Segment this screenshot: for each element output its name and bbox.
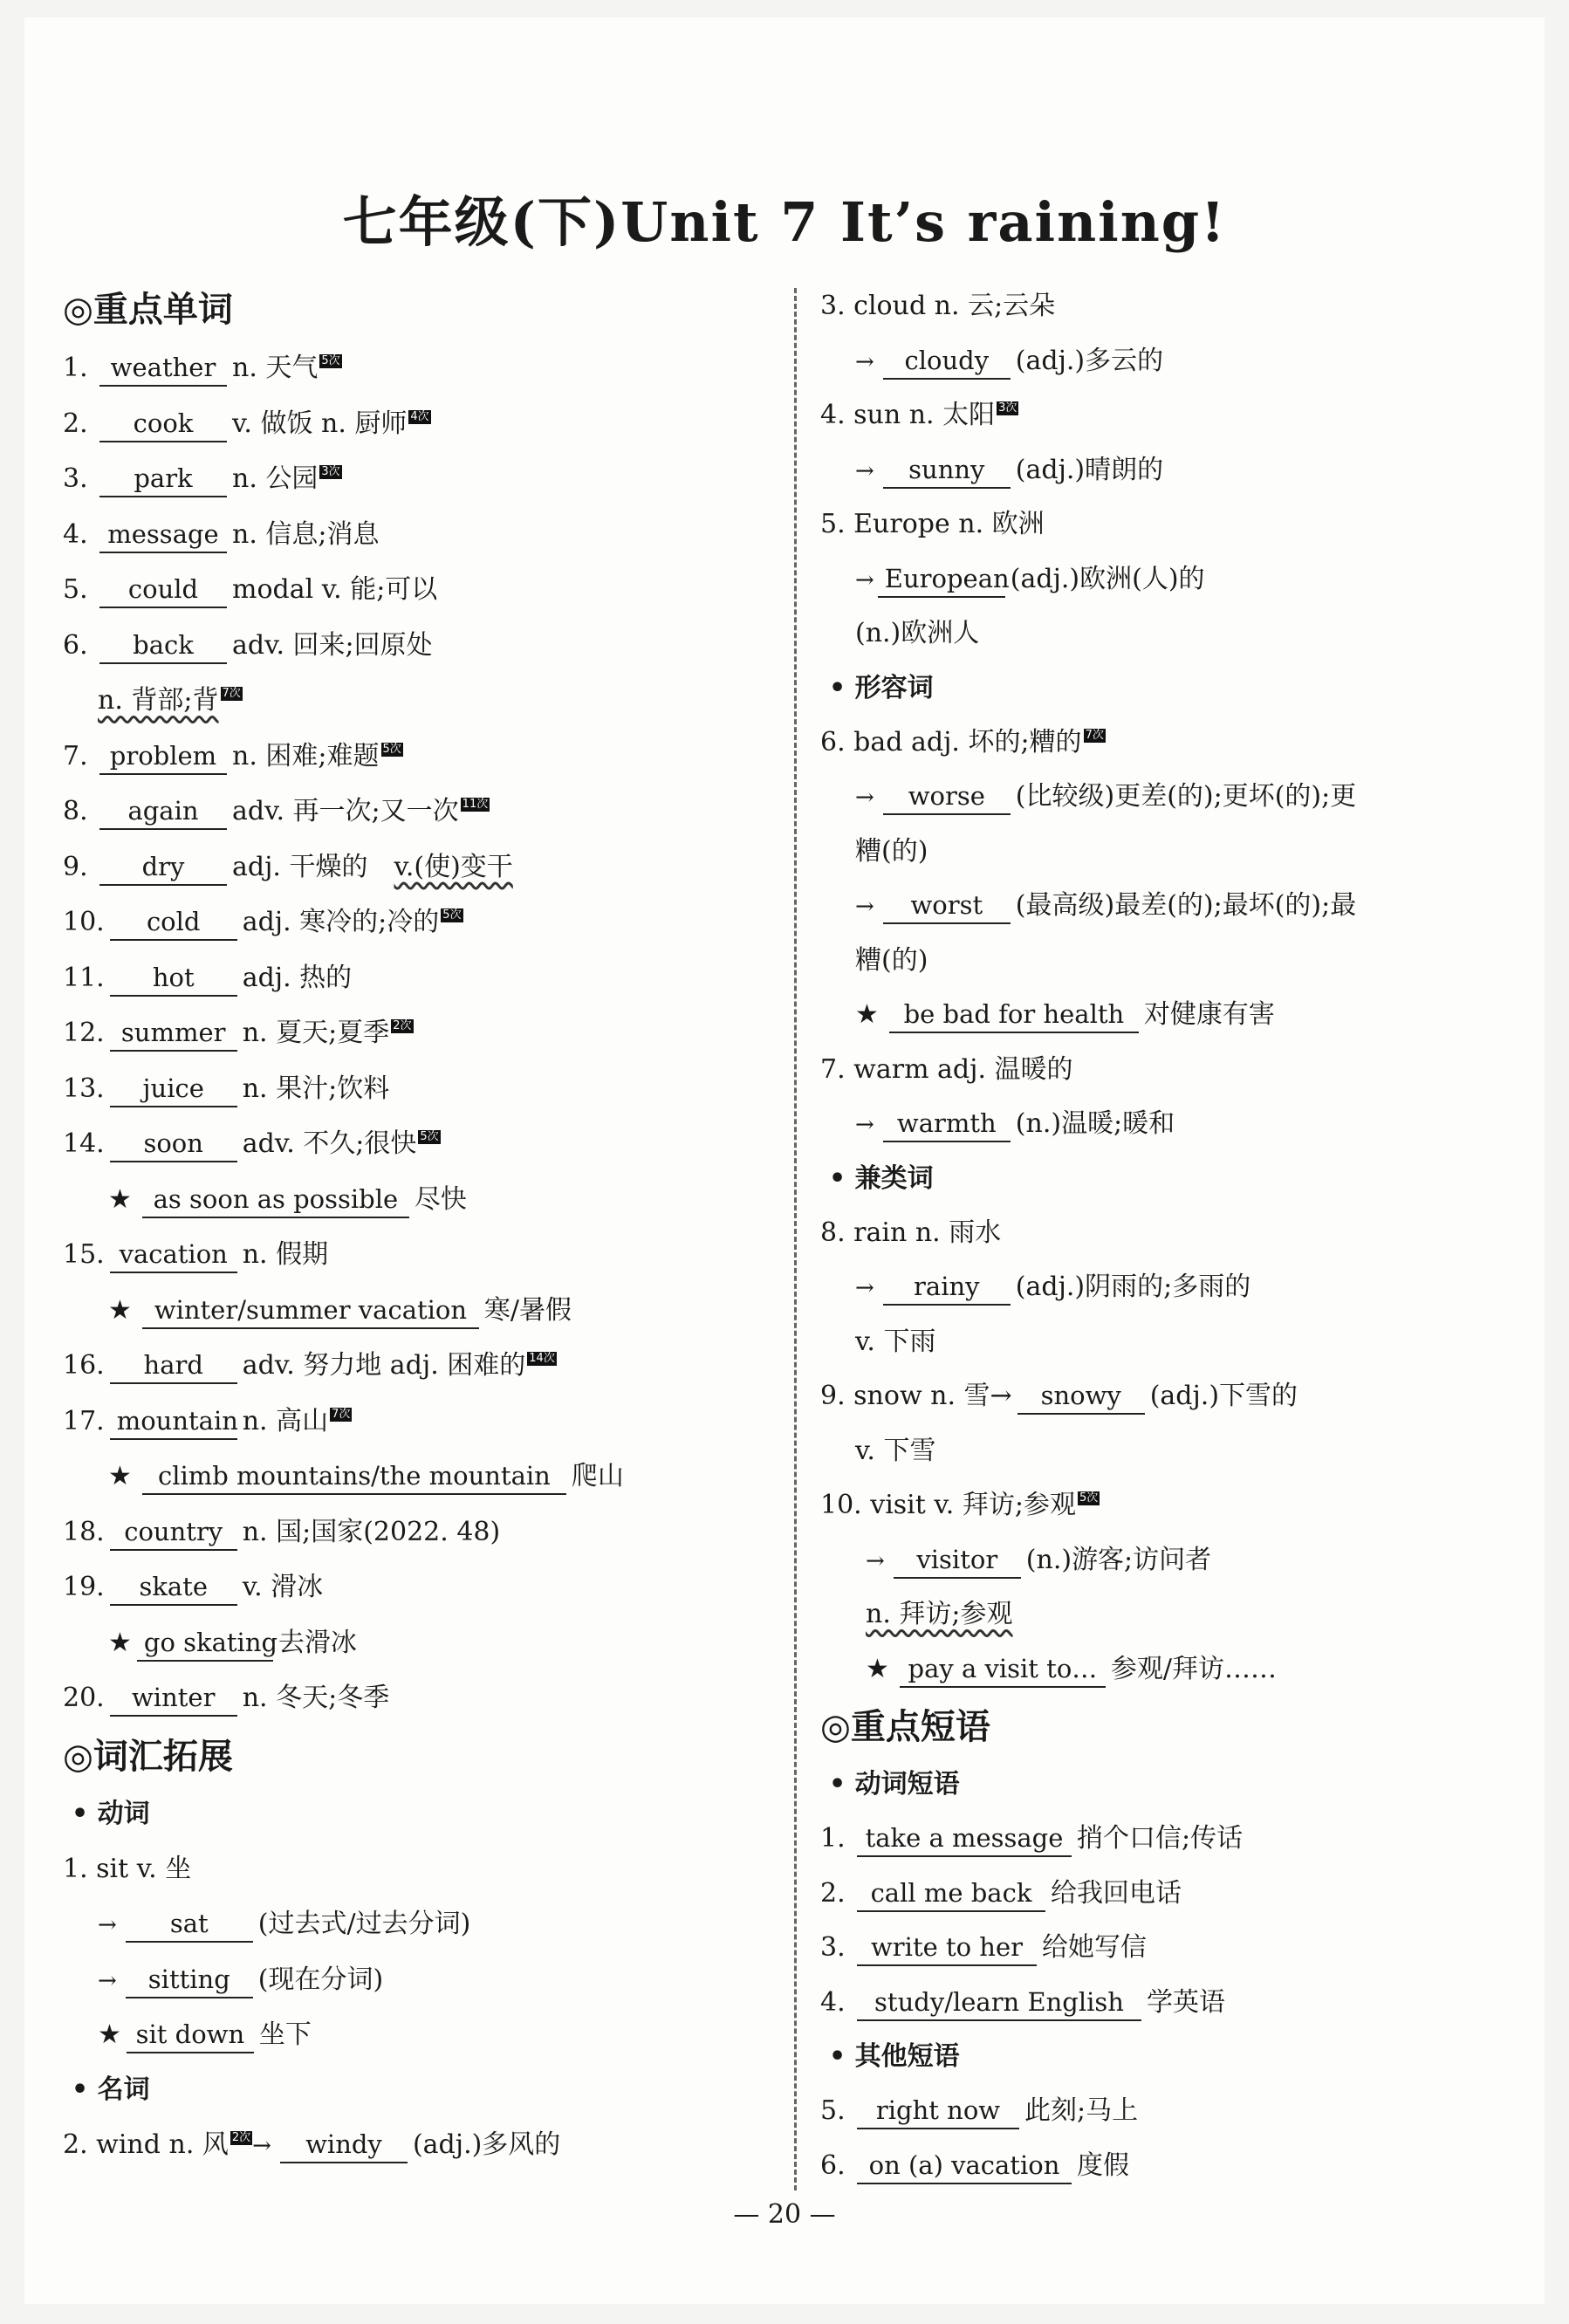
- arrow-icon: →: [98, 1967, 117, 1994]
- word-item: 13. juice n. 果汁;饮料: [63, 1061, 787, 1117]
- word-item: 7. problem n. 困难;难题 5次: [63, 729, 787, 785]
- phrase-item: 6. on (a) vacation 度假: [820, 2139, 1536, 2194]
- word-item: 4. message n. 信息;消息: [63, 507, 787, 563]
- phrase-item: 1. take a message 捎个口信;传话: [820, 1812, 1536, 1867]
- answer-blank: cold: [110, 904, 237, 941]
- expansion-derivative: v. 下雪: [855, 1435, 936, 1466]
- arrow-icon: →: [855, 894, 874, 920]
- phrase-item: ★ pay a visit to… 参观/拜访……: [820, 1642, 1536, 1697]
- column-divider: [794, 288, 797, 2190]
- answer-blank: right now: [857, 2093, 1019, 2129]
- frequency-badge: 5次: [1079, 1491, 1099, 1505]
- phrase-item: ★ climb mountains/the mountain 爬山: [63, 1449, 787, 1505]
- frequency-badge: 3次: [998, 401, 1017, 415]
- arrow-icon: →: [855, 457, 874, 484]
- phrase-item: ★ as soon as possible 尽快: [63, 1172, 787, 1228]
- page-number: — 20 —: [733, 2199, 836, 2230]
- expansion-item: 9. snow n. 雪→ snowy (adj.)下雪的: [820, 1369, 1536, 1424]
- frequency-badge: 7次: [1085, 728, 1104, 742]
- expansion-derivative: v. 下雨: [855, 1326, 936, 1357]
- star-icon: ★: [108, 1294, 132, 1326]
- section-vocabulary-expansion: ◎词汇拓展: [63, 1736, 233, 1777]
- frequency-badge: 5次: [442, 908, 462, 922]
- answer-blank: again: [99, 793, 227, 830]
- answer-blank: juice: [110, 1071, 237, 1107]
- answer-blank: sit down: [127, 2017, 254, 2053]
- star-icon: ★: [108, 1627, 132, 1658]
- arrow-icon: →: [252, 2132, 271, 2159]
- answer-blank: take a message: [857, 1820, 1072, 1857]
- answer-blank: winter/summer vacation: [142, 1292, 479, 1329]
- word-item: 19. skate v. 滑冰: [63, 1560, 787, 1615]
- answer-blank: skate: [110, 1569, 237, 1606]
- word-item: 15. vacation n. 假期: [63, 1227, 787, 1283]
- section-key-phrases: ◎重点短语: [820, 1707, 990, 1747]
- answer-blank: write to her: [857, 1930, 1037, 1966]
- answer-blank: cloudy: [883, 343, 1011, 380]
- expansion-derivative: → cloudy (adj.)多云的: [820, 334, 1536, 389]
- answer-blank: as soon as possible: [142, 1182, 409, 1218]
- expansion-item: 7. warm adj. 温暖的: [820, 1053, 1073, 1085]
- word-item: 5. could modal v. 能;可以: [63, 562, 787, 618]
- answer-blank: sat: [126, 1906, 253, 1943]
- answer-blank: dry: [99, 849, 227, 886]
- subheading-multi-class: • 兼类词: [829, 1162, 934, 1194]
- answer-blank: mountain: [110, 1403, 237, 1440]
- right-column: [820, 279, 1536, 2193]
- arrow-icon: →: [855, 566, 874, 593]
- frequency-badge: 5次: [420, 1130, 439, 1143]
- answer-blank: park: [99, 461, 227, 497]
- expansion-derivative-cont: 糟(的): [855, 944, 928, 976]
- answer-blank: call me back: [857, 1875, 1045, 1912]
- answer-blank: hot: [110, 960, 237, 997]
- answer-blank: be bad for health: [889, 997, 1139, 1033]
- answer-blank: warmth: [883, 1106, 1011, 1142]
- expansion-derivative: → visitor (n.)游客;访问者: [820, 1533, 1536, 1588]
- answer-blank: hard: [110, 1347, 237, 1384]
- answer-blank: problem: [99, 738, 227, 775]
- word-item: 9. dry adj. 干燥的 v.(使)变干: [63, 840, 787, 895]
- star-icon: ★: [855, 999, 879, 1030]
- answer-blank: sitting: [126, 1962, 253, 1998]
- phrase-item: 4. study/learn English 学英语: [820, 1976, 1536, 2031]
- expansion-derivative: → sunny (adj.)晴朗的: [820, 443, 1536, 498]
- word-item: 11. hot adj. 热的: [63, 950, 787, 1006]
- expansion-derivative-cont: 糟(的): [855, 835, 928, 867]
- answer-blank: rainy: [883, 1269, 1011, 1306]
- subheading-other-phrases: • 其他短语: [829, 2041, 960, 2072]
- phrase-item: ★ sit down 坐下: [63, 2007, 787, 2063]
- arrow-icon: →: [855, 785, 874, 811]
- arrow-icon: →: [98, 1912, 117, 1938]
- word-item: 3. park n. 公园 3次: [63, 451, 787, 507]
- answer-blank: worse: [883, 778, 1011, 815]
- answer-blank: winter: [110, 1680, 237, 1717]
- phrase-item: ★ winter/summer vacation 寒/暑假: [63, 1283, 787, 1339]
- page-title: 七年级(下)Unit 7 It’s raining!: [342, 190, 1227, 254]
- word-item: 17. mountain n. 高山 7次: [63, 1394, 787, 1450]
- word-item: 2. cook v. 做饭 n. 厨师 4次: [63, 396, 787, 452]
- word-item: 16. hard adv. 努力地 adj. 困难的 14次: [63, 1338, 787, 1394]
- frequency-badge: 4次: [410, 409, 429, 423]
- star-icon: ★: [108, 1461, 132, 1491]
- subheading-verb-phrases: • 动词短语: [829, 1769, 960, 1800]
- frequency-badge: 5次: [382, 742, 401, 756]
- answer-blank: go skating: [137, 1625, 273, 1662]
- expansion-item: 4. sun n. 太阳 3次: [820, 400, 1017, 430]
- left-column: [63, 279, 787, 2172]
- section-key-words: ◎重点单词: [63, 290, 233, 330]
- word-item: 12. summer n. 夏天;夏季 2次: [63, 1005, 787, 1061]
- expansion-derivative: → worse (比较级)更差(的);更坏(的);更: [820, 770, 1536, 825]
- arrow-icon: →: [855, 348, 874, 375]
- expansion-item: 1. sit v. 坐: [63, 1853, 192, 1884]
- answer-blank: study/learn English: [857, 1985, 1141, 2021]
- answer-blank: cook: [99, 406, 227, 442]
- frequency-badge: 11次: [462, 798, 489, 811]
- answer-blank: summer: [110, 1015, 237, 1052]
- word-item: 18. country n. 国;国家(2022. 48): [63, 1505, 787, 1560]
- answer-blank: soon: [110, 1126, 237, 1162]
- answer-blank: could: [99, 572, 227, 608]
- frequency-badge: 14次: [529, 1352, 555, 1365]
- answer-blank: snowy: [1017, 1378, 1145, 1415]
- frequency-badge: 7次: [332, 1407, 351, 1421]
- word-item: 1. weather n. 天气 5次: [63, 340, 787, 396]
- subheading-nouns: • 名词: [72, 2074, 150, 2105]
- star-icon: ★: [866, 1653, 889, 1684]
- phrase-item: ★ go skating去滑冰: [63, 1615, 787, 1671]
- frequency-badge: 7次: [222, 687, 241, 700]
- word-item: 20. winter n. 冬天;冬季: [63, 1670, 787, 1726]
- expansion-derivative: → sat (过去式/过去分词): [63, 1896, 787, 1952]
- frequency-badge: 5次: [321, 354, 340, 367]
- expansion-item: 6. bad adj. 坏的;糟的 7次: [820, 726, 1104, 758]
- word-item-extra: n. 背部;背 7次: [98, 685, 241, 716]
- answer-blank: weather: [99, 350, 227, 387]
- answer-blank: message: [99, 517, 227, 553]
- answer-blank: climb mountains/the mountain: [142, 1458, 566, 1495]
- expansion-item: 5. Europe n. 欧洲: [820, 509, 1045, 539]
- expansion-item: 3. cloud n. 云;云朵: [820, 291, 1056, 321]
- answer-blank: sunny: [883, 452, 1011, 489]
- arrow-icon: →: [855, 1112, 874, 1138]
- expansion-derivative: → worst (最高级)最差(的);最坏(的);最: [820, 879, 1536, 934]
- word-item: 6. back adv. 回来;回原处: [63, 618, 787, 674]
- phrase-item: 2. call me back 给我回电话: [820, 1867, 1536, 1922]
- subheading-adjectives: • 形容词: [829, 672, 934, 703]
- subheading-verbs: • 动词: [72, 1798, 150, 1829]
- word-item: 8. again adv. 再一次;又一次 11次: [63, 784, 787, 840]
- expansion-item: 10. visit v. 拜访;参观 5次: [820, 1490, 1099, 1520]
- frequency-badge: 2次: [393, 1019, 412, 1032]
- word-item: 14. soon adv. 不久;很快 5次: [63, 1116, 787, 1172]
- phrase-item: 5. right now 此刻;马上: [820, 2084, 1536, 2139]
- phrase-item: ★ be bad for health 对健康有害: [820, 988, 1536, 1043]
- answer-blank: visitor: [894, 1542, 1021, 1579]
- frequency-badge: 3次: [321, 465, 340, 478]
- expansion-derivative: → warmth (n.)温暖;暖和: [820, 1097, 1536, 1152]
- expansion-derivative: (n.)欧洲人: [855, 618, 980, 648]
- star-icon: ★: [98, 2019, 121, 2050]
- expansion-derivative: → sitting (现在分词): [63, 1952, 787, 2008]
- answer-blank: windy: [280, 2127, 408, 2163]
- expansion-item: 2. wind n. 风 2次→ windy (adj.)多风的: [63, 2117, 787, 2173]
- arrow-icon: →: [855, 1275, 874, 1301]
- word-item: 10. cold adj. 寒冷的;冷的 5次: [63, 895, 787, 950]
- answer-blank: on (a) vacation: [857, 2148, 1072, 2184]
- phrase-item: 3. write to her 给她写信: [820, 1921, 1536, 1976]
- frequency-badge: 2次: [231, 2130, 251, 2144]
- expansion-derivative: → rainy (adj.)阴雨的;多雨的: [820, 1260, 1536, 1315]
- expansion-item: 8. rain n. 雨水: [820, 1217, 1002, 1248]
- answer-blank: European: [878, 561, 1005, 598]
- answer-blank: vacation: [110, 1237, 237, 1273]
- answer-blank: back: [99, 627, 227, 664]
- answer-blank: country: [110, 1514, 237, 1551]
- answer-blank: worst: [883, 888, 1011, 924]
- star-icon: ★: [108, 1183, 132, 1215]
- expansion-derivative: → European(adj.)欧洲(人)的: [820, 552, 1536, 607]
- arrow-icon: →: [866, 1547, 885, 1574]
- expansion-derivative: n. 拜访;参观: [866, 1599, 1013, 1629]
- answer-blank: pay a visit to…: [900, 1651, 1106, 1688]
